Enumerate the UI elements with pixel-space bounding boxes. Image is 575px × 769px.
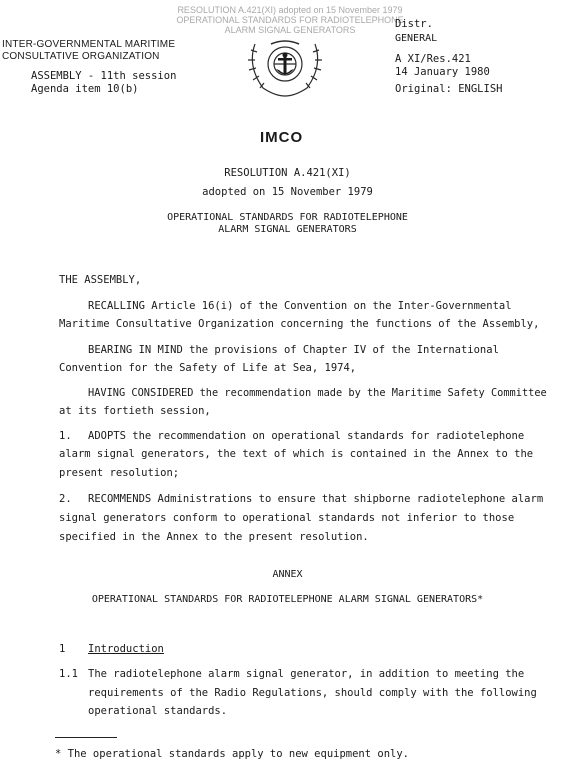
watermark-line-3: ALARM SIGNAL GENERATORS <box>224 25 356 35</box>
paragraph-1-number: 1. <box>59 430 72 442</box>
section-1-number: 1 <box>59 643 66 655</box>
watermark-line-2: OPERATIONAL STANDARDS FOR RADIOTELEPHONE <box>176 15 404 25</box>
having-line-2: at its fortieth session, <box>59 405 211 417</box>
agenda-item: Agenda item 10(b) <box>31 83 139 95</box>
document-date: 14 January 1980 <box>395 66 490 78</box>
paragraph-1-line-2: alarm signal generators, the text of which is contained in the Annex to the <box>59 448 534 460</box>
footnote: * The operational standards apply to new equipment only. <box>55 748 410 760</box>
distribution-label: Distr. <box>395 18 433 30</box>
paragraph-2-line-3: specified in the Annex to the present resolution. <box>59 531 369 543</box>
document-reference: A XI/Res.421 <box>395 53 471 65</box>
org-name-line-1: INTER-GOVERNMENTAL MARITIME <box>2 39 176 50</box>
imco-emblem-icon <box>245 36 325 98</box>
distribution-general: GENERAL <box>395 33 438 44</box>
resolution-adopted: adopted on 15 November 1979 <box>202 186 373 198</box>
bearing-line-1: BEARING IN MIND the provisions of Chapter IV of the International <box>88 344 499 356</box>
imco-title: IMCO <box>260 129 304 146</box>
resolution-title-line-2: ALARM SIGNAL GENERATORS <box>218 224 357 235</box>
footnote-rule <box>55 737 117 738</box>
resolution-title-line-1: OPERATIONAL STANDARDS FOR RADIOTELEPHONE <box>167 212 408 223</box>
section-1-1-line-3: operational standards. <box>88 705 228 717</box>
paragraph-2-line-2: signal generators conform to operational standards not inferior to those <box>59 512 515 524</box>
section-1-1-number: 1.1 <box>59 668 78 680</box>
annex-heading: ANNEX <box>272 569 303 580</box>
section-1-1-line-2: requirements of the Radio Regulations, should comply with the following <box>88 687 537 699</box>
paragraph-2-number: 2. <box>59 493 72 505</box>
paragraph-2-line-1: RECOMMENDS Administrations to ensure that shipborne radiotelephone alarm <box>88 493 544 505</box>
watermark-line-1: RESOLUTION A.421(XI) adopted on 15 November 1979 <box>177 5 403 15</box>
recalling-line-2: Maritime Consultative Organization concerning the functions of the Assembly, <box>59 318 540 330</box>
recalling-line-1: RECALLING Article 16(i) of the Convention on the Inter-Governmental <box>88 300 512 312</box>
section-1-1-line-1: The radiotelephone alarm signal generator, in addition to meeting the <box>88 668 525 680</box>
having-line-1: HAVING CONSIDERED the recommendation made by the Maritime Safety Committee <box>88 387 547 399</box>
org-name-line-2: CONSULTATIVE ORGANIZATION <box>2 51 160 62</box>
the-assembly: THE ASSEMBLY, <box>59 274 142 286</box>
section-1-title: Introduction <box>88 643 164 655</box>
original-language: Original: ENGLISH <box>395 83 503 95</box>
resolution-number: RESOLUTION A.421(XI) <box>224 167 351 179</box>
annex-title: OPERATIONAL STANDARDS FOR RADIOTELEPHONE ALARM SIGNAL GENERATORS* <box>91 594 484 605</box>
paragraph-1-line-1: ADOPTS the recommendation on operational standards for radiotelephone <box>88 430 525 442</box>
assembly-session: ASSEMBLY - 11th session <box>31 70 177 82</box>
paragraph-1-line-3: present resolution; <box>59 467 180 479</box>
bearing-line-2: Convention for the Safety of Life at Sea, 1974, <box>59 362 357 374</box>
